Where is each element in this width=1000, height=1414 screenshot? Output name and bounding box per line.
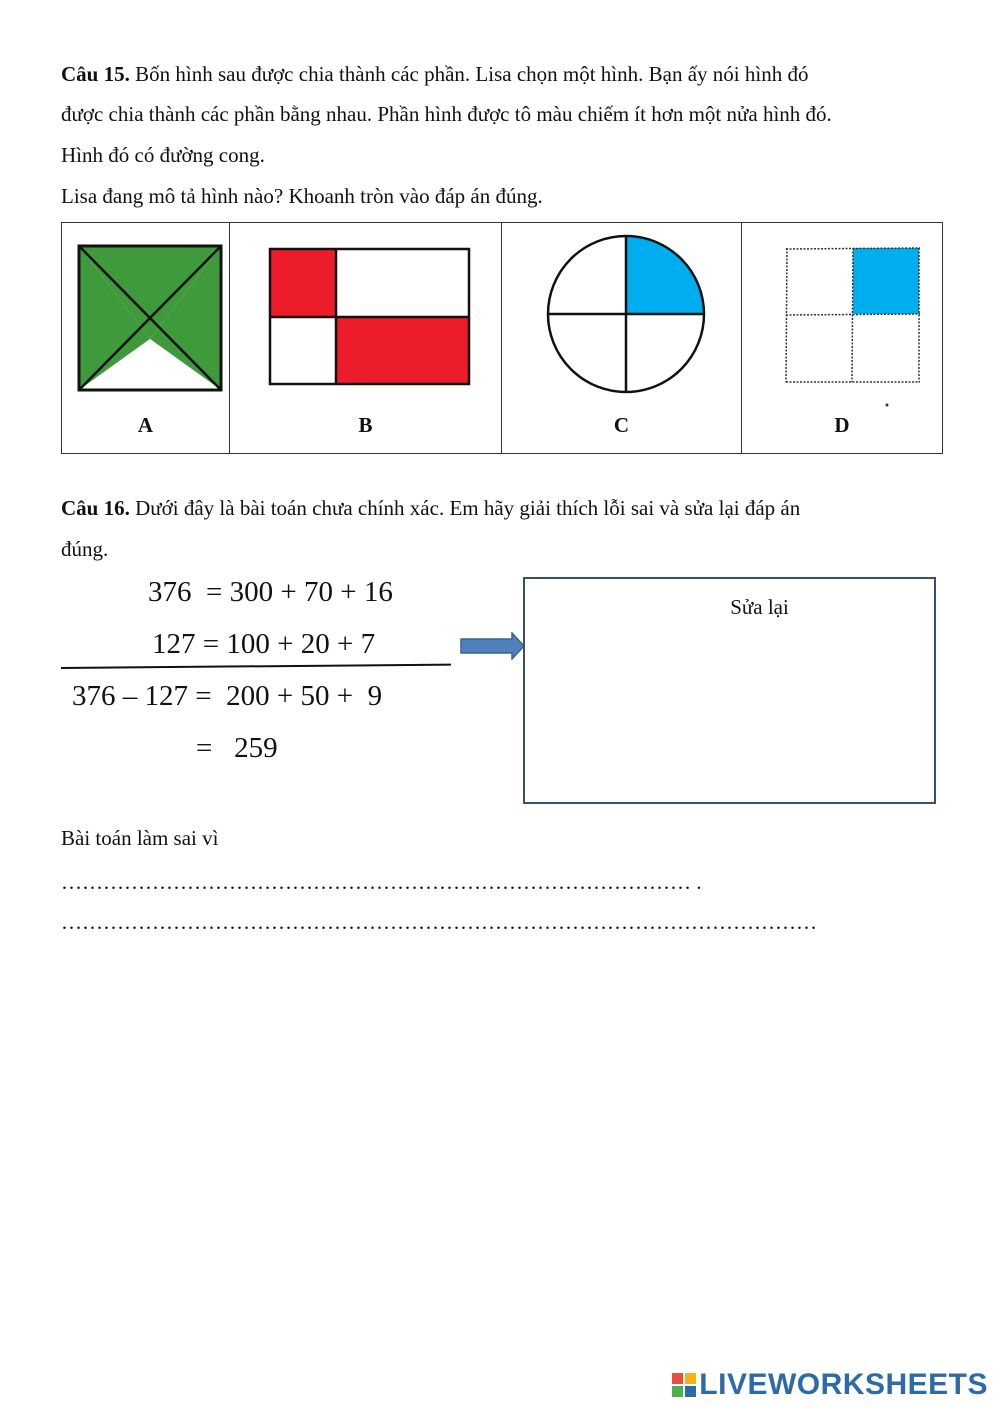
circle-quarters-figure bbox=[545, 233, 707, 395]
math-line-3: 376 – 127 = 200 + 50 + 9 bbox=[72, 680, 383, 712]
fix-answer-box[interactable] bbox=[523, 577, 936, 804]
q15-label: Câu 15. bbox=[61, 62, 130, 86]
liveworksheets-logo bbox=[671, 1368, 988, 1402]
math-line-2: 127 = 100 + 20 + 7 bbox=[152, 628, 376, 660]
fix-box-title: Sửa lại bbox=[730, 595, 789, 619]
option-b-label: B bbox=[358, 413, 373, 437]
grid-squares-figure bbox=[784, 245, 924, 409]
triangles-square-figure bbox=[76, 243, 224, 393]
q16-line-1 bbox=[61, 494, 800, 522]
q15-line-3: Hình đó có đường cong. bbox=[61, 143, 265, 167]
math-line-1: 376 = 300 + 70 + 16 bbox=[148, 576, 393, 608]
q15-line-2: được chia thành các phần bằng nhau. Phần hình được tô màu chiếm ít hơn một nửa hình đó. bbox=[61, 102, 832, 126]
option-d-cell[interactable] bbox=[742, 223, 943, 454]
option-a-cell[interactable] bbox=[62, 223, 230, 454]
option-c-label: C bbox=[613, 413, 630, 437]
red-small-rect bbox=[270, 249, 336, 317]
blue-square bbox=[853, 248, 919, 314]
brand-text: LIVEWORKSHEETS bbox=[699, 1368, 988, 1401]
q15-line-1 bbox=[61, 60, 808, 88]
q16-line-2: đúng. bbox=[61, 537, 109, 561]
q15-text-1: Bốn hình sau được chia thành các phần. Lisa chọn một hình. Bạn ấy nói hình đó bbox=[129, 62, 809, 86]
liveworksheets-icon bbox=[671, 1372, 697, 1398]
option-b-cell[interactable] bbox=[230, 223, 502, 454]
answer-dotted-line-2[interactable]: ……………………………………………………………………………………………… bbox=[61, 910, 817, 934]
shape-options-table bbox=[61, 222, 943, 454]
q15-line-4: Lisa đang mô tả hình nào? Khoanh tròn vào đáp án đúng. bbox=[61, 184, 543, 208]
option-d-label: D bbox=[834, 413, 850, 437]
q16-label: Câu 16. bbox=[61, 496, 130, 520]
answer-dotted-line-1[interactable]: ……………………………………………………………………………… . bbox=[61, 870, 702, 894]
option-c-cell[interactable] bbox=[502, 223, 742, 454]
q16-text-1: Dưới đây là bài toán chưa chính xác. Em hãy giải thích lỗi sai và sửa lại đáp án bbox=[129, 496, 801, 520]
red-large-rect bbox=[336, 317, 469, 384]
rectangles-figure bbox=[268, 247, 472, 387]
option-a-label: A bbox=[137, 413, 154, 437]
math-line-4: = 259 bbox=[196, 732, 278, 764]
right-arrow-icon bbox=[460, 632, 526, 660]
math-divider bbox=[61, 664, 451, 669]
reason-label: Bài toán làm sai vì bbox=[61, 826, 219, 850]
